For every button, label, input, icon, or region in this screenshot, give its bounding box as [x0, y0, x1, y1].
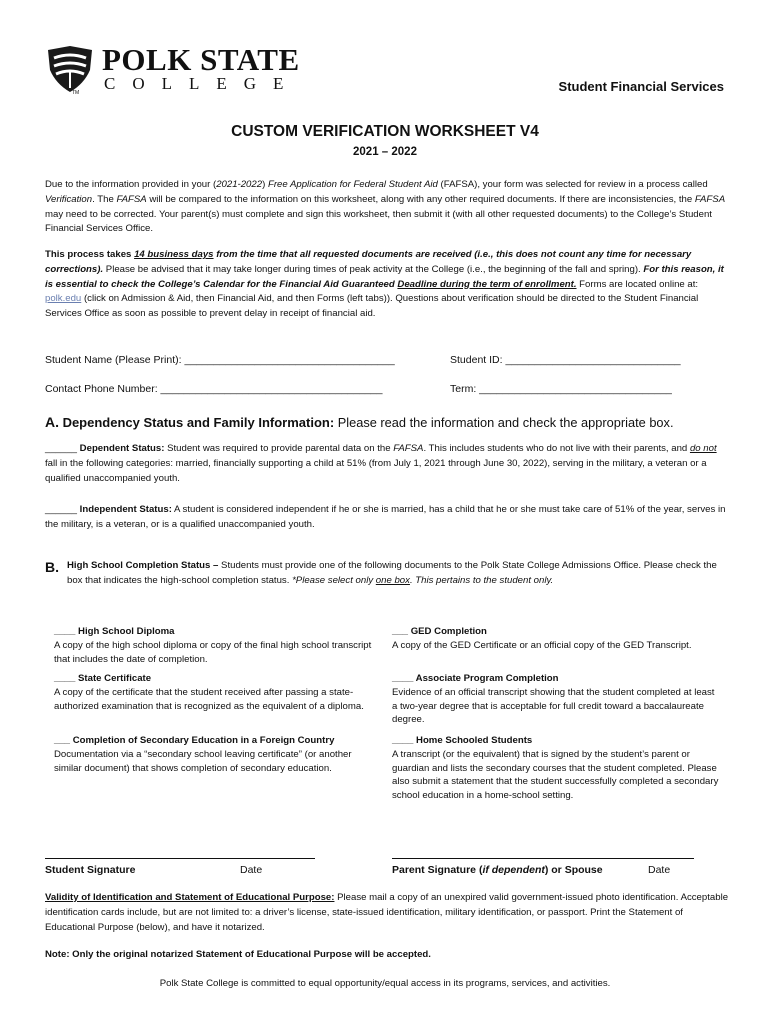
logo-name: POLK STATE: [102, 42, 300, 77]
trademark-mark: TM: [72, 90, 80, 96]
parent-signature-label: Parent Signature (if dependent) or Spouse: [392, 864, 603, 876]
intro-paragraph: Due to the information provided in your (2021-2022) Free Application for Federal Student Aid (FAFSA), your form was selected for review in a process called Verification. The FAFSA will be compared to the information on this worksheet, along with any other required documents. If there are inconsistencies, the FAFSA may need to be corrected. Your parent(s) must complete and sign this worksheet, then submit it (with all other requested documents) to the College’s Student Financial Services Office.: [45, 179, 726, 235]
dependent-status-option[interactable]: ______ Dependent Status: Student was required to provide parental data on the FAFSA. This includes students who do not live with their parents, and do not fall in the following categories: married, financially supporting a child at 51% (from July 1, 2021 through June 30, 2022), serving in the military, a veteran or a qualified unaccompanied youth.: [45, 443, 717, 484]
logo-college: COLLEGE: [104, 74, 301, 93]
page-title: CUSTOM VERIFICATION WORKSHEET V4: [231, 123, 539, 140]
parent-signature-line[interactable]: [392, 858, 694, 859]
shield-logo-icon: [44, 44, 96, 94]
option-associate-program-completion[interactable]: ____ Associate Program Completion Evidence of an official transcript showing that the student completed at least a two-year degree that is acceptable for full credit toward a baccalaureate degree.: [392, 673, 715, 726]
student-name-field[interactable]: Student Name (Please Print): ____________________________________: [45, 354, 395, 366]
student-id-field[interactable]: Student ID: ______________________________: [450, 354, 681, 366]
term-field[interactable]: Term: _________________________________: [450, 383, 672, 395]
option-ged-completion[interactable]: ___ GED Completion A copy of the GED Certificate or an official copy of the GED Transcript.: [392, 626, 692, 651]
polk-edu-link[interactable]: polk.edu: [45, 293, 82, 305]
college-logo: [44, 44, 344, 94]
process-paragraph: This process takes 14 business days from the time that all requested documents are received (i.e., this does not count any time for necessary corrections). Please be advised that it may take longer during times of peak activity at the College (i.e., the beginning of the fall and spring). For this reason, it is essential to check the College’s Calendar for the Financial Aid Guaranteed Deadline during the term of enrollment. Forms are located online at: polk.edu (click on Admission & Aid, then Financial Aid, and then Forms (left tabs)). Questions about verification should be directed to the Student Financial Services Office as soon as possible to prevent delay in receipt of financial aid.: [45, 249, 724, 320]
independent-status-option[interactable]: ______ Independent Status: A student is considered independent if he or she is married, has a child that he or she must take care of 51% of the year, serves in the military, is a veteran, or is a qualified unaccompanied youth.: [45, 504, 726, 530]
footer-statement: Polk State College is committed to equal opportunity/equal access in its programs, services, and activities.: [159, 978, 611, 989]
option-home-schooled-students[interactable]: ____ Home Schooled Students A transcript (or the equivalent) that is signed by the student’s parent or guardian and lists the secondary courses that the student completed. Please also submit a statement that the student successfully completed a secondary school education in a home-school setting.: [392, 735, 719, 802]
note-text: Note: Only the original notarized Statement of Educational Purpose will be accepted.: [45, 949, 431, 960]
option-high-school-diploma[interactable]: ____ High School Diploma A copy of the high school diploma or copy of the final high school transcript that includes the date of completion.: [54, 626, 372, 665]
parent-date-label: Date: [648, 864, 671, 876]
section-b-heading: High School Completion Status – Students must provide one of the following documents to the Polk State College Admissions Office. Please check the box that indicates the high-school completion status. *Please select only one box. This pertains to the student only.: [67, 560, 717, 586]
option-state-certificate[interactable]: ____ State Certificate A copy of the certificate that the student received after passing a state-authorized examination that is recognized as the equivalent of a diploma.: [54, 673, 364, 712]
section-a-heading: A. Dependency Status and Family Information: Please read the information and check the appropriate box.: [45, 414, 674, 430]
validity-paragraph: Validity of Identification and Statement of Educational Purpose: Please mail a copy of an unexpired valid government-issued photo identification. Acceptable identification cards include, but are not limited to: a driver’s license, state-issued identification, military identification, or passport. Print the Statement of Educational Purpose (below), and have it notarized.: [45, 892, 729, 933]
award-year: 2021 – 2022: [353, 146, 417, 158]
department-name: Student Financial Services: [558, 79, 724, 94]
student-signature-label: Student Signature: [45, 864, 136, 876]
contact-phone-field[interactable]: Contact Phone Number: ______________________________________: [45, 383, 383, 395]
student-date-label: Date: [240, 864, 263, 876]
student-signature-line[interactable]: [45, 858, 315, 859]
option-foreign-secondary-education[interactable]: ___ Completion of Secondary Education in a Foreign Country Documentation via a “secondary school leaving certificate” (or another similar document) that shows completion of secondary education.: [54, 735, 352, 774]
section-b-letter: B.: [45, 559, 59, 575]
